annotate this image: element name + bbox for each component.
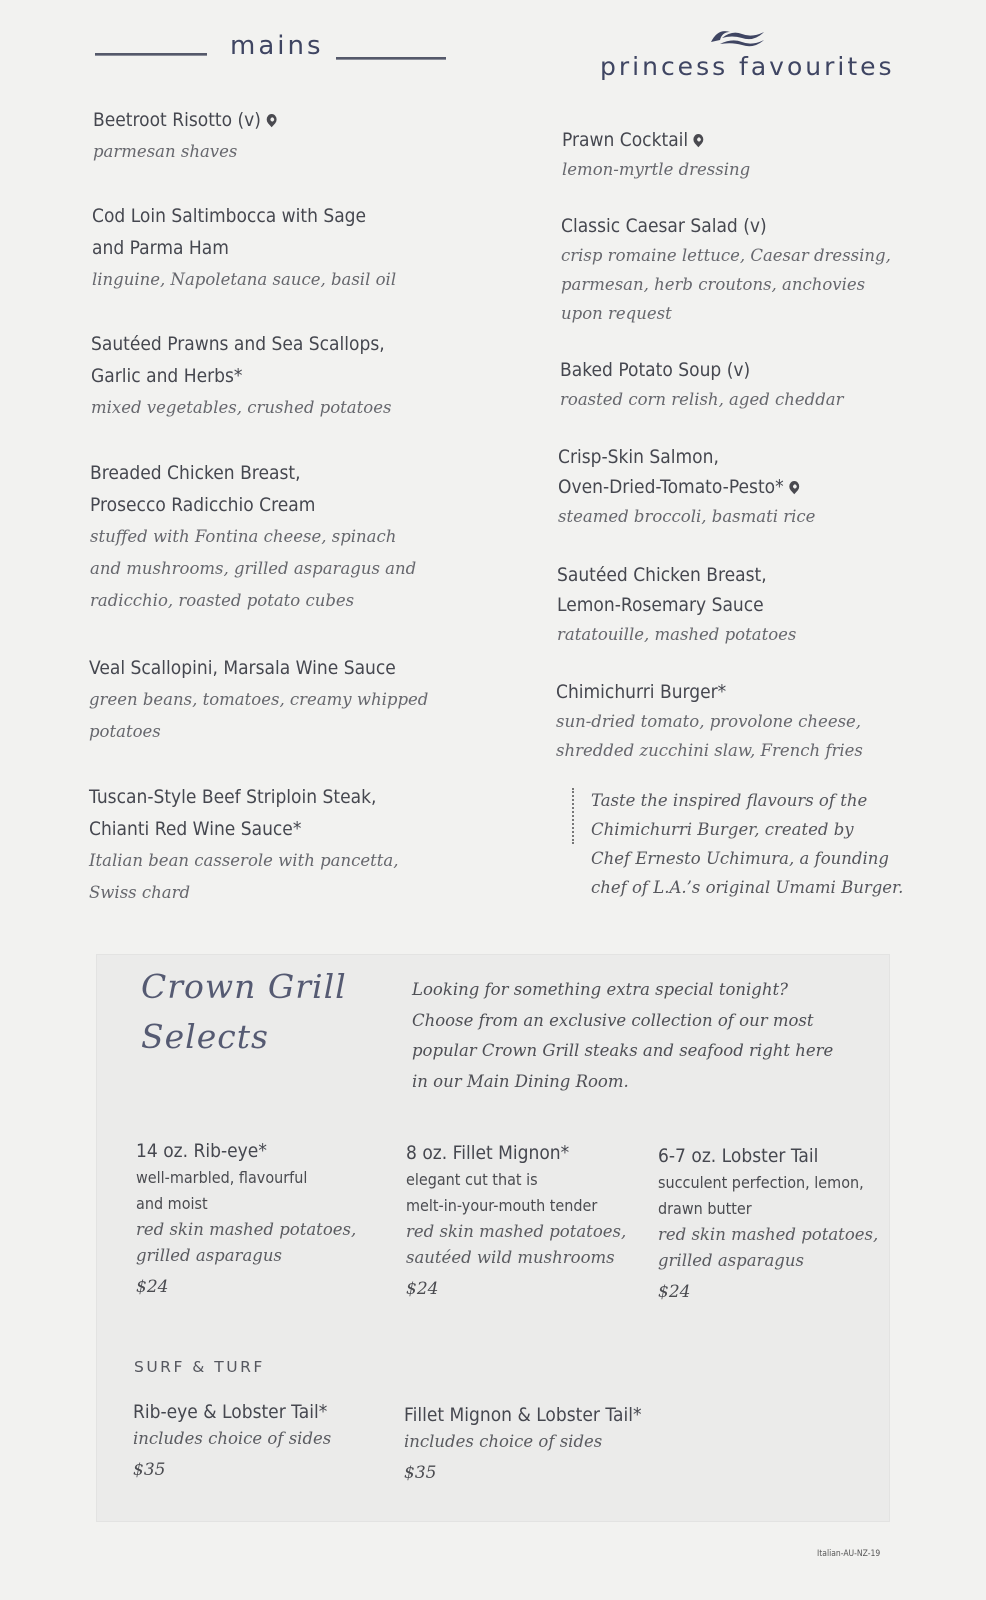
select-desc: drawn butter [658, 1199, 752, 1218]
select-desc: succulent perfection, lemon, [658, 1173, 864, 1192]
select-name: 6-7 oz. Lobster Tail [658, 1145, 819, 1167]
item-desc: parmesan shaves [93, 142, 238, 161]
note-line: Taste the inspired flavours of the [591, 791, 868, 810]
select-item-fillet [406, 1139, 626, 1299]
mains-item [93, 104, 297, 168]
item-desc: mixed vegetables, crushed potatoes [91, 398, 392, 417]
select-sides: red skin mashed potatoes, [406, 1222, 627, 1241]
select-sides: red skin mashed potatoes, [136, 1220, 357, 1239]
surf-turf-item [404, 1401, 668, 1483]
note-line: chef of L.A.’s original Umami Burger. [591, 878, 904, 897]
item-name-line2: Oven-Dried-Tomato-Pesto* [558, 476, 784, 498]
mains-rule-right [336, 57, 446, 60]
select-desc: elegant cut that is [406, 1170, 538, 1189]
item-name: Baked Potato Soup (v) [560, 359, 751, 381]
menu-code: Italian-AU-NZ-19 [817, 1549, 881, 1559]
mains-item [89, 652, 430, 748]
note-dotted-divider [572, 788, 574, 844]
item-desc-line2: Swiss chard [89, 883, 191, 902]
mains-title: mains [230, 31, 324, 61]
select-sides: grilled asparagus [136, 1246, 282, 1265]
item-name: Prawn Cocktail [562, 129, 689, 151]
item-desc-line3: upon request [561, 304, 672, 323]
select-price: $24 [406, 1279, 439, 1299]
favourites-item [562, 125, 750, 184]
favourites-item [561, 211, 891, 328]
item-desc: ratatouille, mashed potatoes [557, 625, 797, 644]
item-name-line2: Chianti Red Wine Sauce* [89, 818, 302, 840]
item-name: Tuscan-Style Beef Striploin Steak, [89, 786, 377, 808]
note-line: Chimichurri Burger, created by [591, 820, 854, 839]
select-sides: grilled asparagus [658, 1251, 804, 1270]
select-name: 14 oz. Rib-eye* [136, 1140, 267, 1162]
item-desc: lemon-myrtle dressing [562, 160, 751, 179]
crown-grill-title [141, 962, 347, 1062]
crown-grill-title-line1: Crown Grill [141, 967, 347, 1006]
select-desc: and moist [136, 1194, 208, 1213]
favourites-title: princess favourites [600, 52, 895, 81]
mains-item [89, 781, 408, 909]
favourites-item [557, 560, 796, 649]
note-line: Chef Ernesto Uchimura, a founding [591, 849, 889, 868]
select-sides: sautéed wild mushrooms [406, 1248, 615, 1267]
item-desc: Italian bean casserole with pancetta, [89, 851, 399, 870]
intro-line: Looking for something extra special tonight? [412, 980, 788, 999]
select-desc: melt-in-your-mouth tender [406, 1196, 598, 1215]
favourites-item [560, 355, 844, 414]
surf-turf-item [133, 1398, 349, 1480]
item-desc-line2: parmesan, herb croutons, anchovies [561, 275, 866, 294]
princess-wave-logo-icon [708, 24, 768, 52]
crown-grill-title-line2: Selects [141, 1017, 269, 1056]
favourites-item [558, 442, 826, 531]
item-name-line2: and Parma Ham [92, 237, 229, 259]
mains-rule-left [95, 53, 207, 56]
select-sides: red skin mashed potatoes, [658, 1225, 879, 1244]
item-name: Cod Loin Saltimbocca with Sage [92, 205, 367, 227]
select-desc: well-marbled, flavourful [136, 1168, 308, 1187]
item-name: Veal Scallopini, Marsala Wine Sauce [89, 657, 396, 679]
select-item-ribeye [136, 1137, 356, 1297]
item-name: Crisp-Skin Salmon, [558, 446, 719, 468]
surf-turf-desc: includes choice of sides [133, 1429, 332, 1448]
mains-item [92, 200, 397, 296]
item-name: Breaded Chicken Breast, [90, 462, 301, 484]
surf-turf-desc: includes choice of sides [404, 1432, 603, 1451]
item-desc-line2: shredded zucchini slaw, French fries [556, 741, 863, 760]
crown-grill-intro [412, 975, 833, 1097]
item-desc-line2: and mushrooms, grilled asparagus and [90, 559, 417, 578]
item-name-line2: Lemon-Rosemary Sauce [557, 594, 764, 616]
favourites-item [556, 677, 863, 765]
select-price: $24 [136, 1277, 169, 1297]
chef-note [591, 786, 903, 902]
item-name: Chimichurri Burger* [556, 681, 727, 703]
item-desc: sun-dried tomato, provolone cheese, [556, 712, 862, 731]
select-item-lobster [658, 1142, 887, 1302]
surf-turf-name: Rib-eye & Lobster Tail* [133, 1401, 328, 1423]
item-name-line2: Garlic and Herbs* [91, 365, 243, 387]
item-desc-line3: radicchio, roasted potato cubes [90, 591, 355, 610]
item-desc: linguine, Napoletana sauce, basil oil [92, 270, 397, 289]
item-name: Classic Caesar Salad (v) [561, 215, 767, 237]
item-desc: stuffed with Fontina cheese, spinach [90, 527, 397, 546]
mains-item [90, 457, 416, 617]
item-name: Beetroot Risotto (v) [93, 109, 261, 131]
item-desc: crisp romaine lettuce, Caesar dressing, [561, 246, 891, 265]
select-name: 8 oz. Fillet Mignon* [406, 1142, 570, 1164]
item-name: Sautéed Prawns and Sea Scallops, [91, 333, 385, 355]
surf-turf-price: $35 [404, 1463, 437, 1483]
select-price: $24 [658, 1282, 691, 1302]
item-name-line2: Prosecco Radicchio Cream [90, 494, 316, 516]
intro-line: in our Main Dining Room. [412, 1071, 629, 1091]
surf-turf-name: Fillet Mignon & Lobster Tail* [404, 1404, 642, 1426]
item-desc: steamed broccoli, basmati rice [558, 507, 816, 526]
item-desc: green beans, tomatoes, creamy whipped [89, 690, 429, 709]
mains-item [91, 328, 417, 424]
surf-turf-heading: SURF & TURF [134, 1358, 265, 1376]
location-pin-icon [264, 112, 278, 128]
item-desc-line2: potatoes [89, 722, 161, 741]
location-pin-icon [692, 132, 706, 148]
item-desc: roasted corn relish, aged cheddar [560, 390, 844, 409]
intro-line: Choose from an exclusive collection of our most [412, 1010, 814, 1030]
surf-turf-price: $35 [133, 1460, 166, 1480]
intro-line: popular Crown Grill steaks and seafood right here [412, 1041, 834, 1060]
location-pin-icon [787, 479, 801, 495]
item-name: Sautéed Chicken Breast, [557, 564, 767, 586]
